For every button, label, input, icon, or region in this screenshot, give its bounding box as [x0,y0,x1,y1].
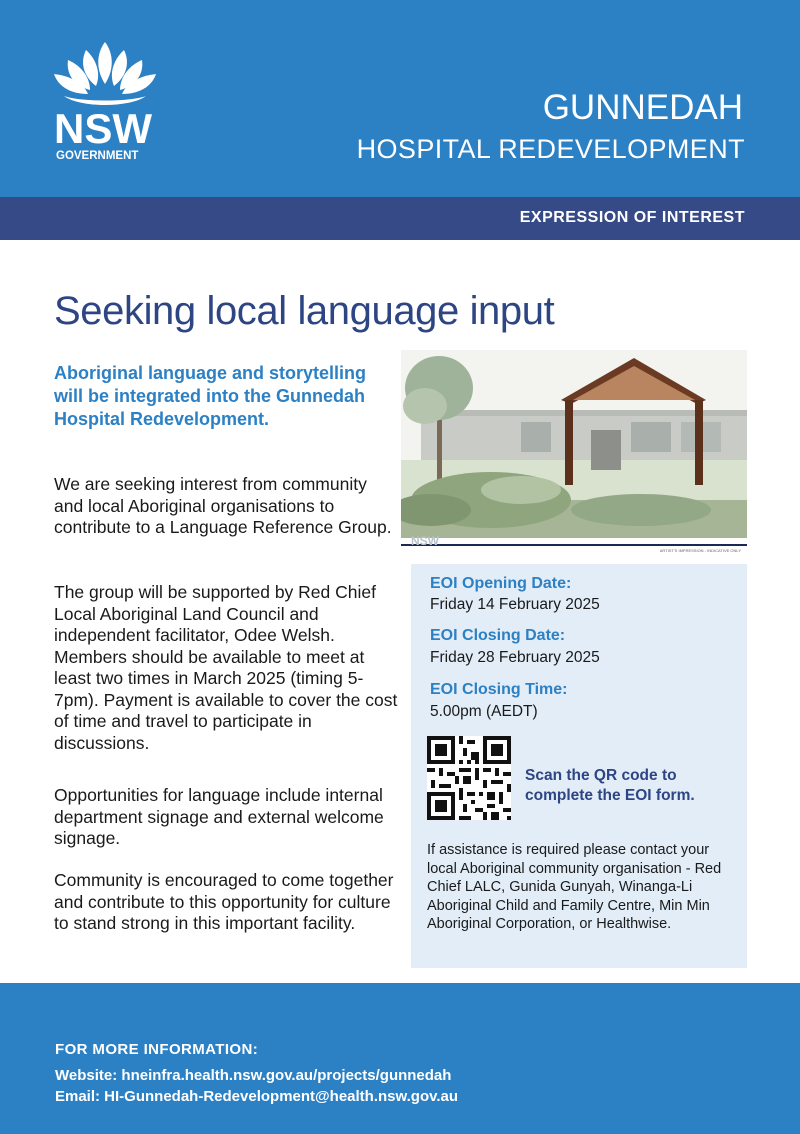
qr-instruction: Scan the QR code to complete the EOI form. [525,767,695,804]
nsw-government-logo [50,40,160,165]
footer-website-link[interactable]: Website: hneinfra.health.nsw.gov.au/projects/gunnedah [55,1067,452,1084]
artist-impression-image [401,350,747,556]
project-subtitle: HOSPITAL REDEVELOPMENT [356,134,745,164]
eoi-info-box [411,564,747,968]
closing-date-value: Friday 28 February 2025 [430,649,600,666]
welcome-shelter-illustration [401,350,747,556]
logo-wordmark: NSW [54,105,152,152]
page-headline: Seeking local language input [54,289,555,333]
banner-label: EXPRESSION OF INTEREST [519,209,745,226]
opening-date-value: Friday 14 February 2025 [430,596,600,613]
footer-band [0,983,800,1134]
closing-date-label: EOI Closing Date: [430,627,566,644]
closing-time-value: 5.00pm (AEDT) [430,703,538,720]
expression-of-interest-banner [0,197,800,240]
project-title: GUNNEDAH [542,88,743,127]
image-caption: ARTIST'S IMPRESSION - INDICATIVE ONLY [659,548,741,553]
body-paragraph-1: We are seeking interest from community and local Aboriginal organisations to contribute to a Language Reference Group. [54,474,392,537]
body-paragraph-2: The group will be supported by Red Chief Local Aboriginal Land Council and independent facilitator, Odee Welsh. Members should be available to meet at least two times in March 2025 (timing 5-7pm). Payment is available to cover the cost of time and travel to participate in discussions. [54,582,398,753]
footer-email-link[interactable]: Email: HI-Gunnedah-Redevelopment@health.nsw.gov.au [55,1088,459,1105]
waratah-icon [50,40,160,108]
header-band [0,0,800,197]
qr-code-icon [427,736,511,820]
body-paragraph-4: Community is encouraged to come together and contribute to this opportunity for culture to stand strong in this important facility. [54,870,394,933]
lead-paragraph: Aboriginal language and storytelling will be integrated into the Gunnedah Hospital Redevelopment. [54,363,367,429]
opening-date-label: EOI Opening Date: [430,575,572,592]
closing-time-label: EOI Closing Time: [430,681,568,698]
assistance-note: If assistance is required please contact your local Aboriginal community organisation - Red Chief LALC, Gunida Gunyah, Winanga-Li Aboriginal Child and Family Centre, Min Min Aboriginal Corporation, or Healthwise. [427,842,722,932]
image-watermark: NSW [411,534,439,548]
body-paragraph-3: Opportunities for language include internal department signage and external welcome signage. [54,785,384,848]
logo-subtext: GOVERNMENT [56,150,139,162]
footer-heading: FOR MORE INFORMATION: [55,1041,259,1058]
qr-code[interactable] [427,736,511,820]
